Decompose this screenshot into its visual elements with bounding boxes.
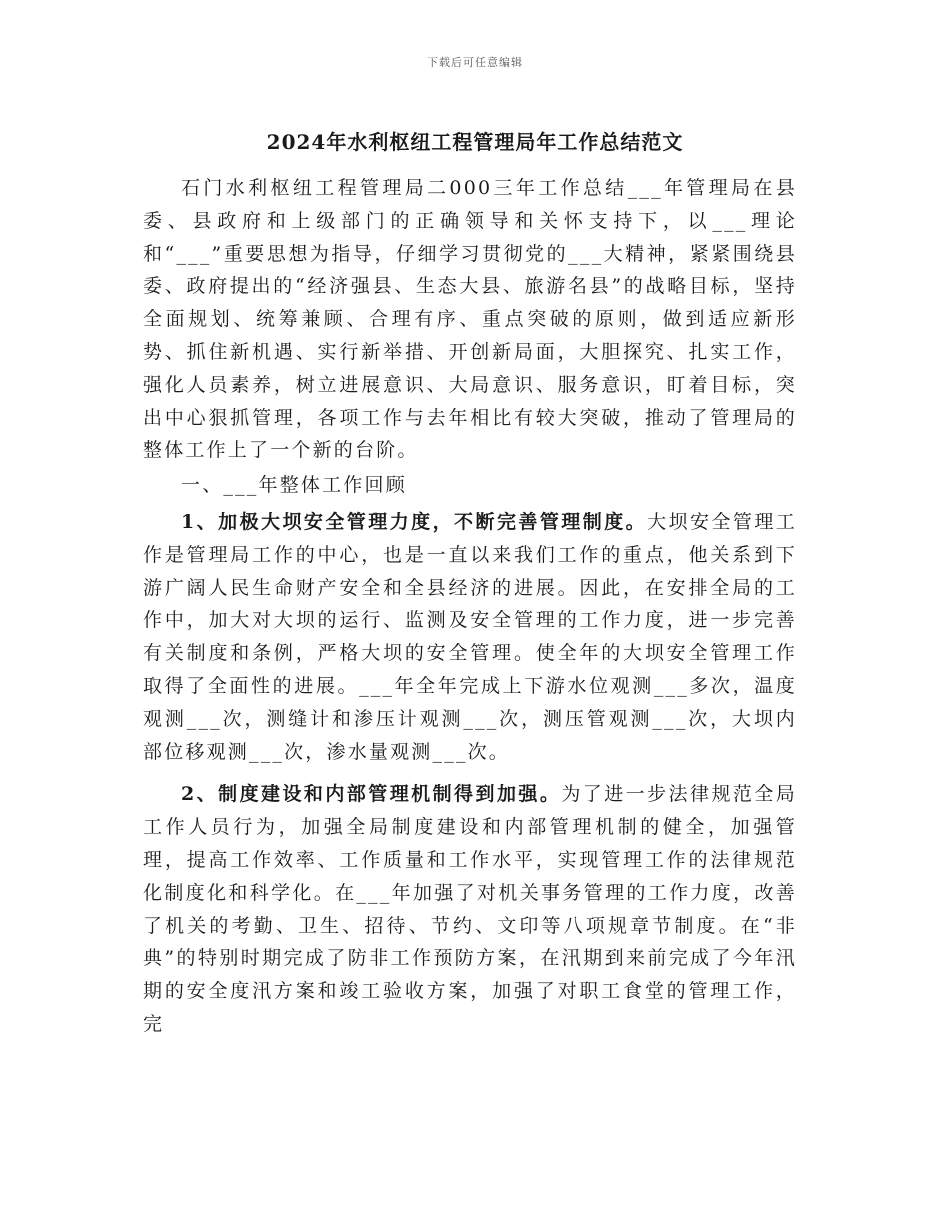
- header-note: 下载后可任意编辑: [427, 56, 523, 69]
- intro-paragraph: 石门水利枢纽工程管理局二000三年工作总结___年管理局在县委、县政府和上级部门的正确领导和关怀支持下，以___理论和“___”重要思想为指导，仔细学习贯彻党的___大精神，紧紧围绕县委、政府提出的“经济强县、生态大县、旅游名县”的战略目标，坚持全面规划、统筹兼顾、合理有序、重点突破的原则，做到适应新形势、抓住新机遇、实行新举措、开创新局面，大胆探究、扎实工作，强化人员素养，树立进展意识、大局意识、服务意识，盯着目标，突出中心狠抓管理，各项工作与去年相比有较大突破，推动了管理局的整体工作上了一个新的台阶。: [143, 177, 797, 462]
- document-body: [143, 172, 797, 1041]
- item2-text: 为了进一步法律规范全局工作人员行为，加强全局制度建设和内部管理机制的健全，加强管理，提高工作效率、工作质量和工作水平，实现管理工作的法律规范化制度化和科学化。在___年加强了对机关事务管理的工作力度，改善了机关的考勤、卫生、招待、节约、文印等八项规章节制度。在“非典”的特别时期完成了防非工作预防方案，在汛期到来前完成了今年汛期的安全度汛方案和竣工验收方案，加强了对职工食堂的管理工作，完: [143, 783, 798, 1035]
- item2-heading: 2、制度建设和内部管理机制得到加强。: [181, 783, 562, 806]
- document-title: 2024年水利枢纽工程管理局年工作总结范文: [266, 130, 684, 154]
- item2-paragraph: [143, 778, 797, 1040]
- item1-text: 大坝安全管理工作是管理局工作的中心，也是一直以来我们工作的重点，他关系到下游广阔人民生命财产安全和全县经济的进展。因此，在安排全局的工作中，加大对大坝的运行、监测及安全管理的工作力度，进一步完善有关制度和条例，严格大坝的安全管理。使全年的大坝安全管理工作取得了全面性的进展。___年全年完成上下游水位观测___多次，温度观测___次，测缝计和渗压计观测___次，测压管观测___次，大坝内部位移观测___次，渗水量观测___次。: [143, 510, 798, 763]
- item1-paragraph: [143, 506, 797, 768]
- item1-heading: 1、加极大坝安全管理力度，不断完善管理制度。: [181, 510, 648, 533]
- section-heading: 一、___年整体工作回顾: [181, 474, 407, 497]
